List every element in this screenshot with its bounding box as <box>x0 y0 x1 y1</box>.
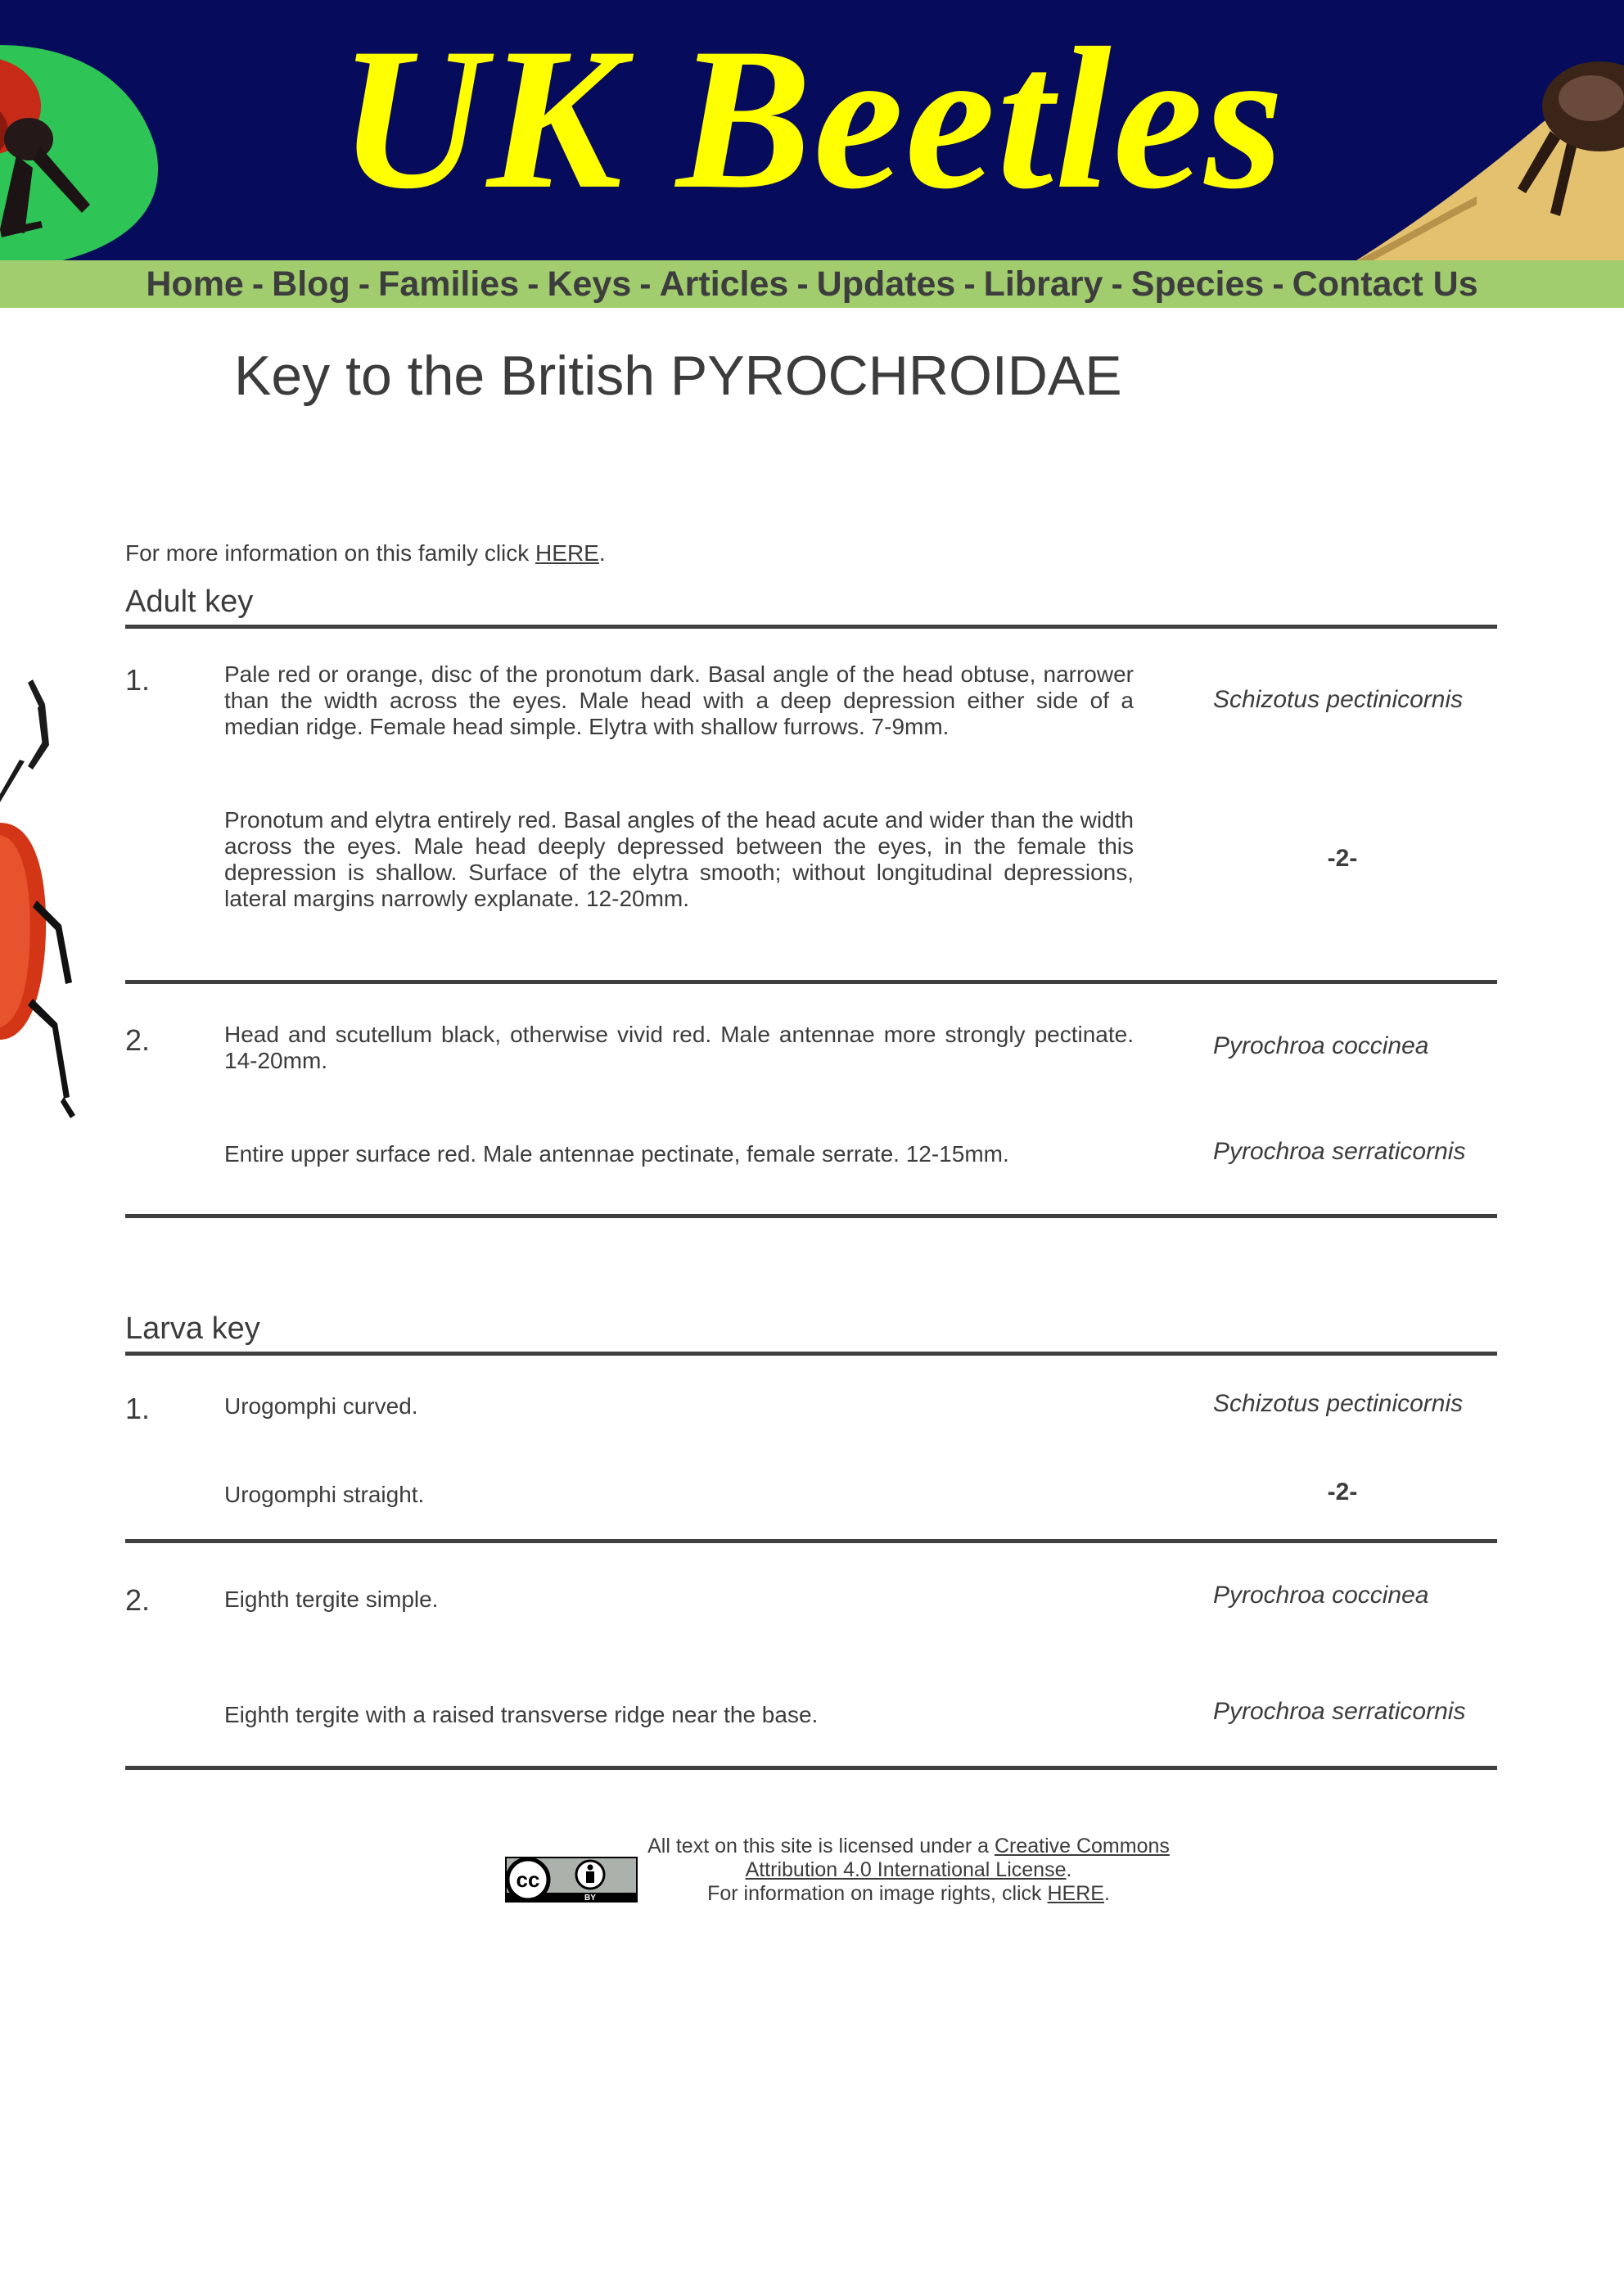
license-notice <box>638 1835 1179 1906</box>
couplet-number: 1. <box>125 663 151 697</box>
site-banner <box>0 0 1624 260</box>
info-prefix: For more information on this family click <box>125 540 536 566</box>
lead-result[interactable]: -2- <box>1327 845 1358 872</box>
family-info-link[interactable]: HERE <box>535 540 599 566</box>
divider <box>125 625 1497 629</box>
couplet-number: 2. <box>125 1023 151 1057</box>
nav-separator: - <box>963 264 976 304</box>
lead-result[interactable]: Schizotus pectinicornis <box>1213 686 1464 713</box>
nav-bar <box>0 260 1624 308</box>
info-suffix: . <box>598 540 606 566</box>
lead-description: Entire upper surface red. Male antennae pectinate, female serrate. 12-15mm. <box>224 1141 1009 1167</box>
badge-by-text: BY <box>584 1894 596 1903</box>
lead-description: Eighth tergite simple. <box>224 1587 439 1612</box>
lead-description: Pale red or orange, disc of the pronotum dark. Basal angle of the head obtuse, narrower than the width across the eyes. Male head with a deep depression either side of a median ridge. Female head simple. Elytra with shallow furrows. 7-9mm. <box>224 661 1134 739</box>
nav-separator: - <box>796 264 809 304</box>
couplet-number: 1. <box>125 1392 151 1425</box>
nav-separator: - <box>1111 264 1123 304</box>
nav-links <box>146 260 1477 308</box>
badge-cc-text: cc <box>516 1867 540 1892</box>
lead-description: Urogomphi curved. <box>224 1393 418 1419</box>
site-title[interactable]: UK Beetles <box>338 6 1286 231</box>
lead-result[interactable]: Pyrochroa coccinea <box>1213 1582 1429 1609</box>
license-link[interactable]: Creative Commons Attribution 4.0 International License <box>745 1835 1170 1881</box>
image-rights-link[interactable]: HERE <box>1047 1882 1104 1905</box>
nav-articles[interactable]: Articles <box>659 264 789 304</box>
lead-description: Urogomphi straight. <box>224 1482 425 1507</box>
image-rights-prefix: For information on image rights, click <box>707 1882 1048 1905</box>
divider <box>125 1352 1497 1356</box>
lead-result[interactable]: Pyrochroa coccinea <box>1213 1032 1429 1059</box>
lead-result[interactable]: Pyrochroa serraticornis <box>1213 1698 1466 1725</box>
adult-key-title: Adult key <box>125 585 254 619</box>
nav-library[interactable]: Library <box>983 264 1103 304</box>
nav-separator: - <box>251 264 264 304</box>
cardinal-beetle-image <box>0 655 90 1130</box>
nav-separator: - <box>358 264 371 304</box>
license-suffix: . <box>1066 1858 1072 1881</box>
image-rights-suffix: . <box>1103 1882 1110 1905</box>
nav-blog[interactable]: Blog <box>272 264 350 304</box>
lead-result[interactable]: -2- <box>1327 1478 1358 1505</box>
lead-description: Pronotum and elytra entirely red. Basal angles of the head acute and wider than the width across the eyes. Male head deeply depressed between the eyes, in the female this depression is shallow. Surface of the elytra smooth; without longitudinal depressions, lateral margins narrowly explanate. 12-20mm. <box>224 807 1134 911</box>
lead-result[interactable]: Pyrochroa serraticornis <box>1213 1138 1466 1165</box>
family-info-line <box>125 540 606 566</box>
nav-separator: - <box>1272 264 1284 304</box>
divider <box>125 1539 1497 1543</box>
license-prefix: All text on this site is licensed under a <box>647 1835 995 1857</box>
divider <box>125 980 1497 984</box>
lead-description: Eighth tergite with a raised transverse ridge near the base. <box>224 1702 819 1727</box>
nav-species[interactable]: Species <box>1130 264 1265 304</box>
divider <box>125 1766 1497 1770</box>
divider <box>125 1214 1497 1218</box>
larva-key-title: Larva key <box>125 1311 260 1346</box>
page-title: Key to the British PYROCHROIDAE <box>234 345 1122 407</box>
lead-description: Head and scutellum black, otherwise vivid red. Male antennae more strongly pectinate. 14-20mm. <box>224 1022 1134 1073</box>
nav-families[interactable]: Families <box>378 264 520 304</box>
nav-separator: - <box>639 264 652 304</box>
couplet-number: 2. <box>125 1583 151 1617</box>
lead-result[interactable]: Schizotus pectinicornis <box>1213 1390 1464 1417</box>
nav-contact-us[interactable]: Contact Us <box>1292 264 1478 304</box>
nav-home[interactable]: Home <box>146 264 244 304</box>
nav-updates[interactable]: Updates <box>816 264 956 304</box>
creative-commons-badge-icon[interactable] <box>505 1857 638 1903</box>
nav-separator: - <box>527 264 539 304</box>
nav-keys[interactable]: Keys <box>547 264 632 304</box>
